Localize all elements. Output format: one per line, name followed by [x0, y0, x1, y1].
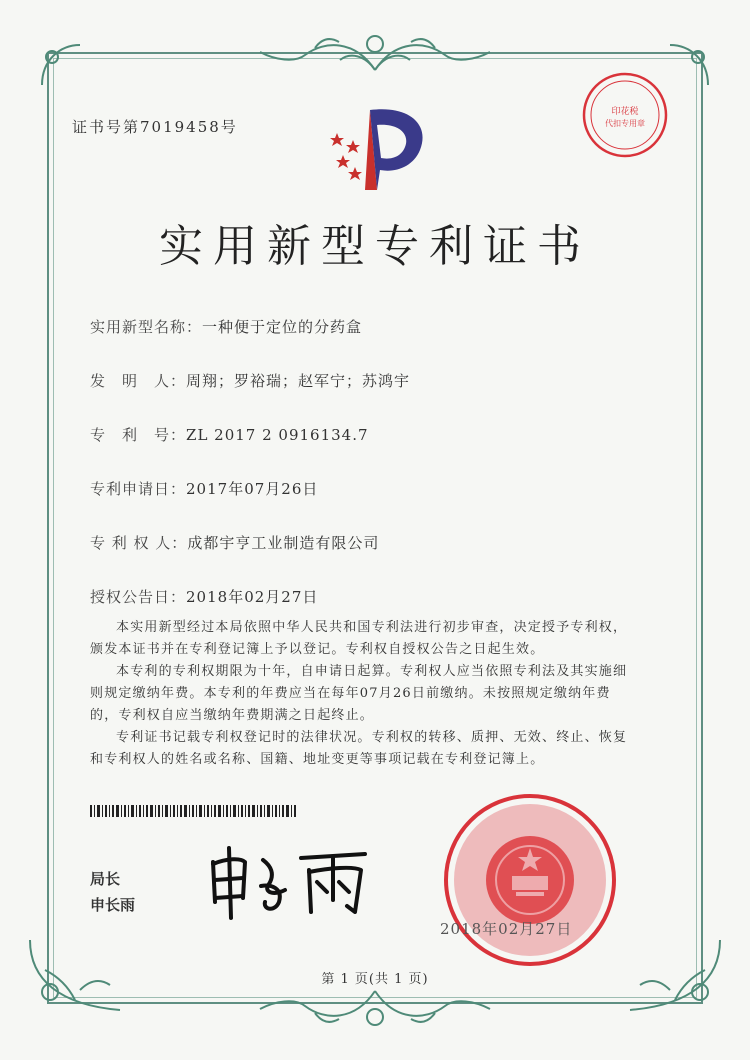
field-value: 2017年07月26日	[186, 480, 319, 498]
field-patentee	[90, 532, 379, 553]
body-paragraph: 专利证书记载专利权登记时的法律状况。专利权的转移、质押、无效、终止、恢复和专利权人的姓名或名称、国籍、地址变更等事项记载在专利登记簿上。	[90, 730, 628, 767]
field-value: ZL 2017 2 0916134.7	[186, 426, 369, 444]
certificate-title: 实用新型专利证书	[159, 221, 591, 272]
handwritten-signature	[205, 840, 375, 920]
field-value: 周翔；罗裕瑞；赵军宁；苏鸿宇	[186, 372, 411, 390]
field-patent-number	[90, 424, 369, 445]
barcode	[90, 805, 298, 817]
patent-office-logo	[325, 105, 435, 200]
field-label: 实用新型名称：	[90, 318, 203, 336]
field-value: 一种便于定位的分药盒	[202, 318, 363, 336]
field-inventors	[90, 370, 410, 391]
director-title: 局长	[90, 870, 121, 888]
body-paragraph: 本专利的专利权期限为十年，自申请日起算。专利权人应当依照专利法及其实施细则规定缴纳年费。本专利的年费应当在每年07月26日前缴纳。未按照规定缴纳年费的，专利权自应当缴纳年费期满之日起终止。	[90, 664, 628, 723]
field-value: 2018年02月27日	[186, 588, 319, 606]
field-label: 发 明 人：	[90, 372, 187, 390]
field-application-date	[90, 478, 318, 499]
tax-stamp	[580, 70, 670, 160]
field-name	[90, 316, 362, 337]
svg-text:印花税: 印花税	[611, 107, 639, 117]
official-seal	[440, 790, 620, 970]
seal-date: 2018年02月27日	[440, 920, 573, 938]
field-label: 专 利 号：	[90, 426, 187, 444]
bottom-ornament	[255, 985, 495, 1031]
certificate-number: 证书号第7019458号	[72, 118, 238, 136]
page-indicator: 第 1 页(共 1 页)	[321, 972, 429, 987]
svg-text:代扣专用章: 代扣专用章	[605, 119, 645, 128]
top-ornament	[255, 30, 495, 76]
body-paragraph: 本实用新型经过本局依照中华人民共和国专利法进行初步审查，决定授予专利权，颁发本证书并在专利登记簿上予以登记。专利权自授权公告之日起生效。	[90, 620, 628, 657]
certificate-body	[90, 617, 630, 771]
director-name: 申长雨	[90, 896, 136, 914]
field-label: 专利申请日：	[90, 480, 187, 498]
field-value: 成都宇亨工业制造有限公司	[187, 534, 380, 552]
field-label: 授权公告日：	[90, 588, 187, 606]
field-label: 专 利 权 人：	[90, 534, 188, 552]
field-grant-date	[90, 586, 318, 607]
corner-ornament-tl	[30, 35, 90, 95]
director-block	[90, 866, 135, 918]
